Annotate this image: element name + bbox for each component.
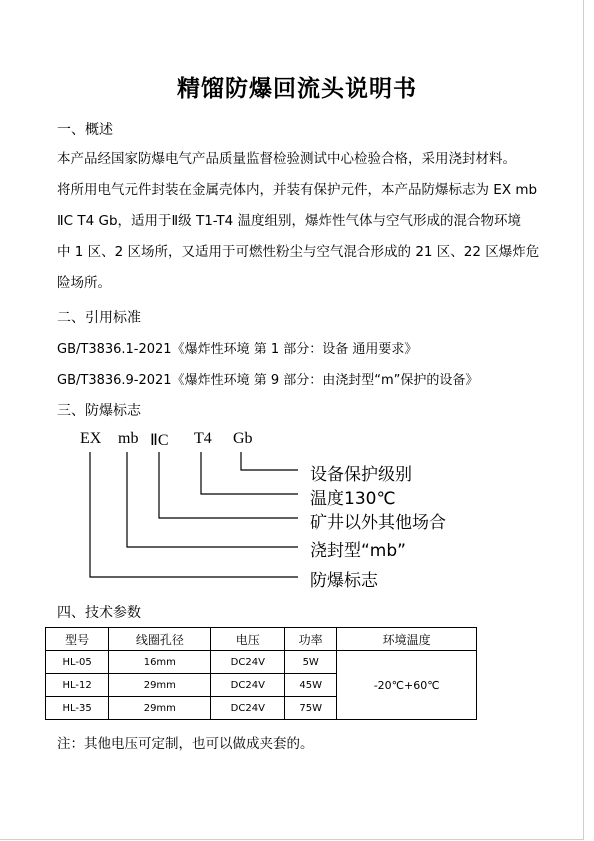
- label-temperature: 温度130℃: [310, 489, 396, 509]
- document-title: 精馏防爆回流头说明书: [177, 76, 417, 102]
- ex-code-part-mb: mb: [118, 430, 139, 447]
- cell-voltage: DC24V: [211, 674, 285, 697]
- section-heading-standards: 二、引用标准: [57, 310, 141, 326]
- cell-model: HL-35: [46, 697, 109, 720]
- cell-model: HL-12: [46, 674, 109, 697]
- overview-line: 中 1 区、2 区场所，又适用于可燃性粉尘与空气混合形成的 21 区、22 区爆炸危: [57, 244, 540, 260]
- standard-item: GB/T3836.9-2021《爆炸性环境 第 9 部分：由浇封型“m”保护的设备》: [57, 373, 479, 388]
- column-header: 电压: [211, 628, 285, 651]
- tech-params-table: [45, 627, 477, 720]
- overview-line: 险场所。: [57, 275, 111, 291]
- connector-group: [159, 452, 298, 518]
- section-heading-ex-marking: 三、防爆标志: [57, 403, 141, 419]
- column-header: 功率: [285, 628, 337, 651]
- label-equipment-protection-level: 设备保护级别: [310, 465, 412, 485]
- cell-ambient-temperature: -20℃+60℃: [337, 651, 477, 720]
- label-ex-mark: 防爆标志: [310, 571, 378, 591]
- overview-line: ⅡC T4 Gb，适用于Ⅱ级 T1-T4 温度组别，爆炸性气体与空气形成的混合物环境: [57, 213, 522, 229]
- section-heading-tech-params: 四、技术参数: [57, 605, 141, 621]
- standard-item: GB/T3836.1-2021《爆炸性环境 第 1 部分：设备 通用要求》: [57, 342, 418, 357]
- overview-line: 将所用电气元件封装在金属壳体内，并装有保护元件，本产品防爆标志为 EX mb: [57, 182, 538, 198]
- footnote: 注：其他电压可定制，也可以做成夹套的。: [57, 736, 314, 752]
- ex-code-part-ex: EX: [80, 430, 102, 447]
- table-header-row: [46, 628, 477, 651]
- cell-model: HL-05: [46, 651, 109, 674]
- table-row: [46, 651, 477, 674]
- ex-code-part-epl: Gb: [233, 430, 253, 447]
- cell-power: 45W: [285, 674, 337, 697]
- connector-ex: [90, 452, 298, 577]
- connector-temp: [201, 452, 298, 494]
- column-header: 环境温度: [337, 628, 477, 651]
- cell-bore: 29mm: [109, 697, 211, 720]
- cell-power: 75W: [285, 697, 337, 720]
- cell-bore: 29mm: [109, 674, 211, 697]
- ex-code-part-group: ⅡC: [150, 432, 169, 449]
- section-heading-overview: 一、概述: [57, 122, 113, 138]
- connector-epl: [241, 452, 298, 470]
- label-encapsulation: 浇封型“mb”: [310, 541, 406, 561]
- column-header: 型号: [46, 628, 109, 651]
- cell-bore: 16mm: [109, 651, 211, 674]
- cell-voltage: DC24V: [211, 651, 285, 674]
- cell-voltage: DC24V: [211, 697, 285, 720]
- label-gas-group: 矿井以外其他场合: [310, 513, 446, 533]
- ex-code-part-temp-class: T4: [194, 430, 212, 447]
- connector-mb: [127, 452, 298, 547]
- cell-power: 5W: [285, 651, 337, 674]
- overview-line: 本产品经国家防爆电气产品质量监督检验测试中心检验合格，采用浇封材料。: [57, 151, 516, 167]
- column-header: 线圈孔径: [109, 628, 211, 651]
